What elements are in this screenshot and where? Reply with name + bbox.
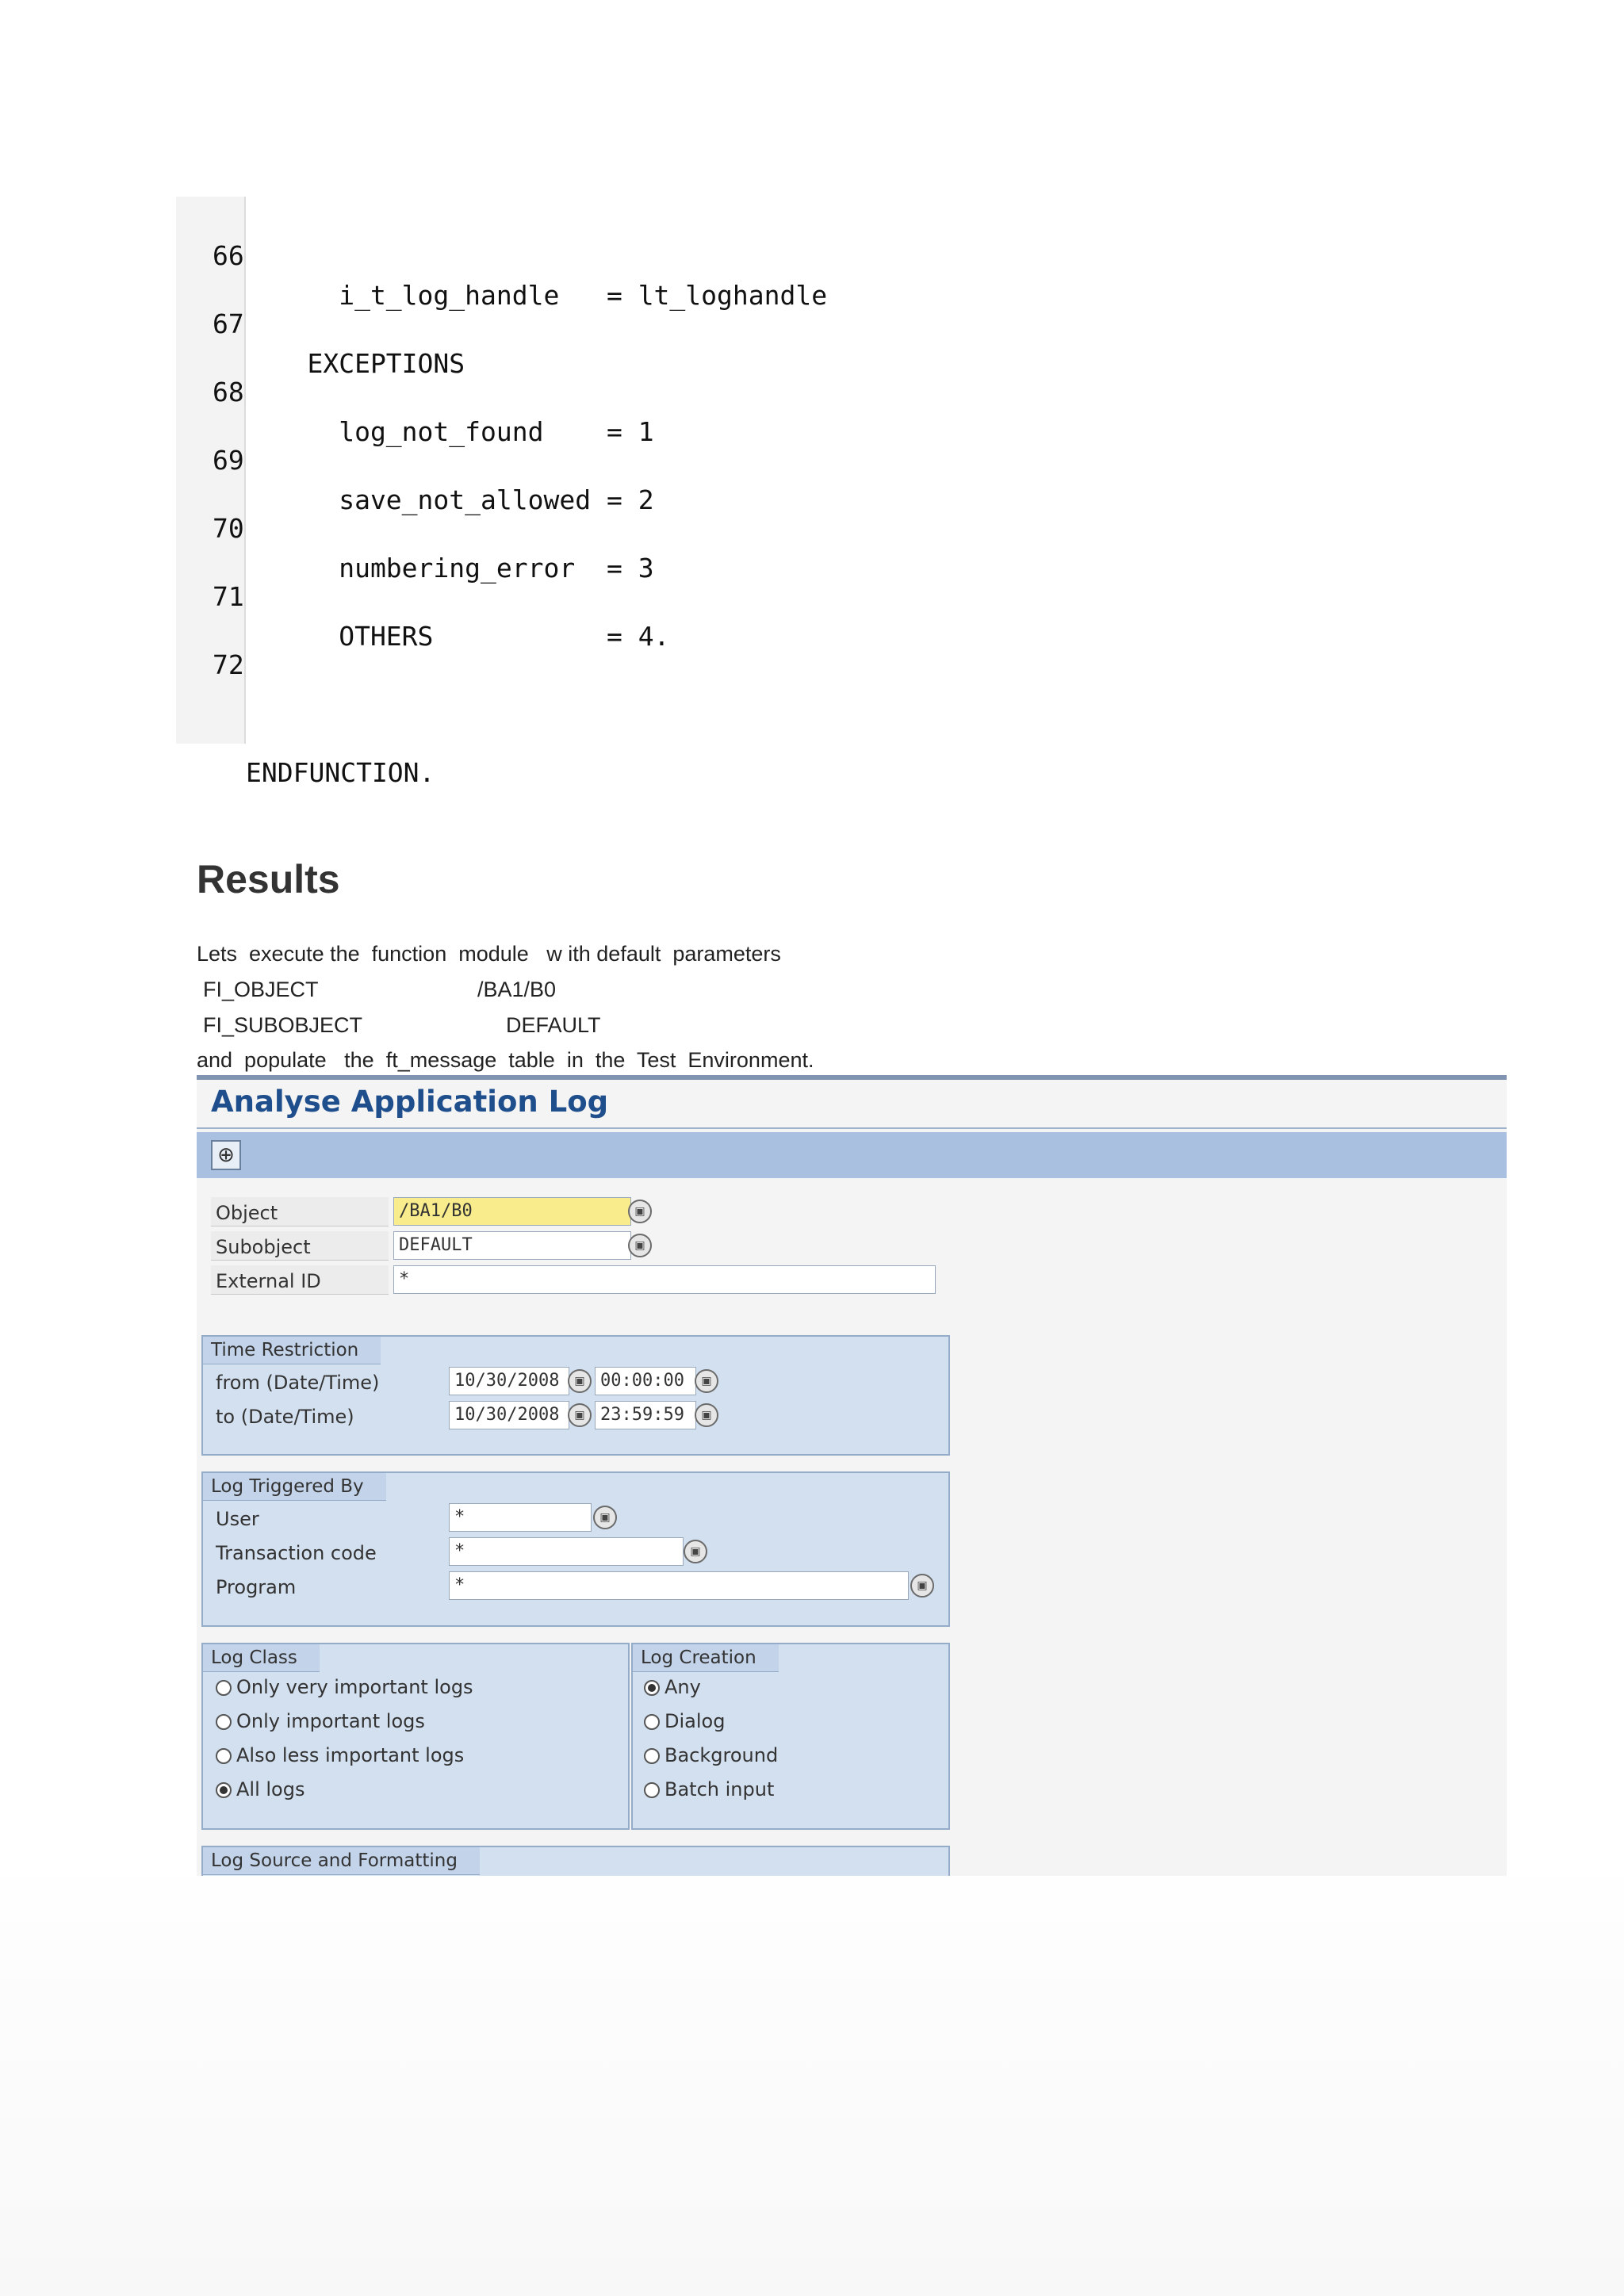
radio-button-icon[interactable]: [216, 1714, 232, 1730]
code-line: [176, 401, 890, 515]
radio-label: Also less important logs: [236, 1744, 465, 1766]
code-text: EXCEPTIONS: [244, 348, 465, 379]
user-label: User: [216, 1508, 259, 1530]
code-line: [176, 197, 890, 311]
radio-label: Only important logs: [236, 1710, 425, 1732]
program-input[interactable]: *: [449, 1571, 909, 1600]
code-line: [176, 333, 890, 447]
to-time-input[interactable]: 23:59:59: [595, 1401, 696, 1429]
radio-label: Only very important logs: [236, 1676, 473, 1698]
radio-button-icon[interactable]: [216, 1680, 232, 1696]
transaction-code-label: Transaction code: [216, 1542, 377, 1564]
code-line: [176, 606, 890, 680]
value-help-icon[interactable]: ▣: [695, 1369, 718, 1393]
radio-button-icon[interactable]: [216, 1748, 232, 1764]
divider: [197, 1127, 1507, 1129]
line-number: 72: [213, 649, 244, 680]
radio-button-icon[interactable]: [644, 1782, 660, 1798]
code-text: i_t_log_handle = lt_loghandle: [244, 280, 828, 311]
time-restriction-group: [201, 1335, 950, 1456]
radio-button-icon[interactable]: [644, 1748, 660, 1764]
radio-label: Batch input: [665, 1778, 775, 1800]
group-title: Time Restriction: [203, 1337, 381, 1364]
line-number: 70: [213, 513, 244, 544]
from-label: from (Date/Time): [216, 1372, 380, 1394]
radio-label: Background: [665, 1744, 779, 1766]
code-text: OTHERS = 4.: [244, 621, 670, 652]
radio-option[interactable]: [216, 1710, 425, 1732]
program-label: Program: [216, 1576, 297, 1598]
group-title: Log Class: [203, 1644, 320, 1672]
code-line: [176, 674, 890, 788]
value-help-icon[interactable]: ▣: [684, 1540, 707, 1563]
radio-label: Dialog: [665, 1710, 726, 1732]
code-line: [176, 538, 890, 652]
code-line: [176, 469, 890, 584]
radio-button-icon[interactable]: [644, 1714, 660, 1730]
radio-option[interactable]: [216, 1744, 464, 1766]
value-help-icon[interactable]: ▣: [568, 1369, 592, 1393]
code-text: numbering_error = 3: [244, 553, 654, 584]
param-value: DEFAULT: [506, 1013, 601, 1037]
screen-title: Analyse Application Log: [211, 1085, 609, 1119]
log-source-group: [201, 1846, 950, 1876]
line-number: 68: [213, 377, 244, 408]
to-date-input[interactable]: 10/30/2008: [449, 1401, 569, 1429]
radio-option[interactable]: [644, 1744, 778, 1766]
code-text: save_not_allowed = 2: [244, 484, 654, 515]
radio-label: All logs: [236, 1778, 305, 1800]
to-label: to (Date/Time): [216, 1406, 354, 1428]
line-number: 66: [213, 240, 244, 271]
value-help-icon[interactable]: ▣: [628, 1234, 652, 1257]
param-name: FI_SUBOBJECT: [203, 1013, 363, 1037]
param-value: /BA1/B0: [477, 978, 557, 1001]
group-title: Log Source and Formatting: [203, 1847, 480, 1875]
outro-text: and populate the ft_message table in the Test Environment.: [197, 1048, 814, 1072]
subobject-label: Subobject: [216, 1236, 311, 1258]
code-text: ENDFUNCTION.: [246, 757, 435, 788]
param-name: FI_OBJECT: [203, 978, 319, 1001]
radio-label: Any: [665, 1676, 701, 1698]
code-line: [176, 265, 890, 379]
page-background: [0, 1876, 1624, 2296]
application-toolbar: [197, 1132, 1507, 1178]
radio-option[interactable]: [216, 1676, 473, 1698]
transaction-code-input[interactable]: *: [449, 1537, 684, 1566]
intro-text: Lets execute the function module w ith default parameters: [197, 942, 781, 966]
value-help-icon[interactable]: ▣: [628, 1200, 652, 1223]
group-title: Log Creation: [633, 1644, 779, 1672]
line-number: 69: [213, 445, 244, 476]
code-text: log_not_found = 1: [244, 416, 654, 447]
radio-option[interactable]: [644, 1676, 701, 1698]
log-class-group: [201, 1643, 630, 1830]
value-help-icon[interactable]: ▣: [695, 1403, 718, 1427]
radio-option[interactable]: [644, 1710, 725, 1732]
line-number: 71: [213, 581, 244, 612]
radio-option[interactable]: [216, 1778, 304, 1800]
line-number: 67: [213, 308, 244, 339]
object-input[interactable]: /BA1/B0: [393, 1197, 631, 1226]
from-date-input[interactable]: 10/30/2008: [449, 1367, 569, 1395]
sap-screenshot: [197, 1075, 1507, 1876]
value-help-icon[interactable]: ▣: [910, 1574, 934, 1598]
from-time-input[interactable]: 00:00:00: [595, 1367, 696, 1395]
execute-icon[interactable]: ⊕: [211, 1140, 241, 1170]
external-id-input[interactable]: *: [393, 1265, 936, 1294]
user-input[interactable]: *: [449, 1503, 592, 1532]
divider: [197, 1075, 1507, 1080]
results-heading: Results: [197, 857, 340, 901]
log-creation-group: [631, 1643, 950, 1830]
value-help-icon[interactable]: ▣: [593, 1506, 617, 1529]
value-help-icon[interactable]: ▣: [568, 1403, 592, 1427]
radio-option[interactable]: [644, 1778, 774, 1800]
radio-button-icon[interactable]: [216, 1782, 232, 1798]
subobject-input[interactable]: DEFAULT: [393, 1231, 631, 1260]
object-label: Object: [216, 1202, 278, 1224]
group-title: Log Triggered By: [203, 1473, 386, 1501]
external-id-label: External ID: [216, 1270, 321, 1292]
radio-button-icon[interactable]: [644, 1680, 660, 1696]
